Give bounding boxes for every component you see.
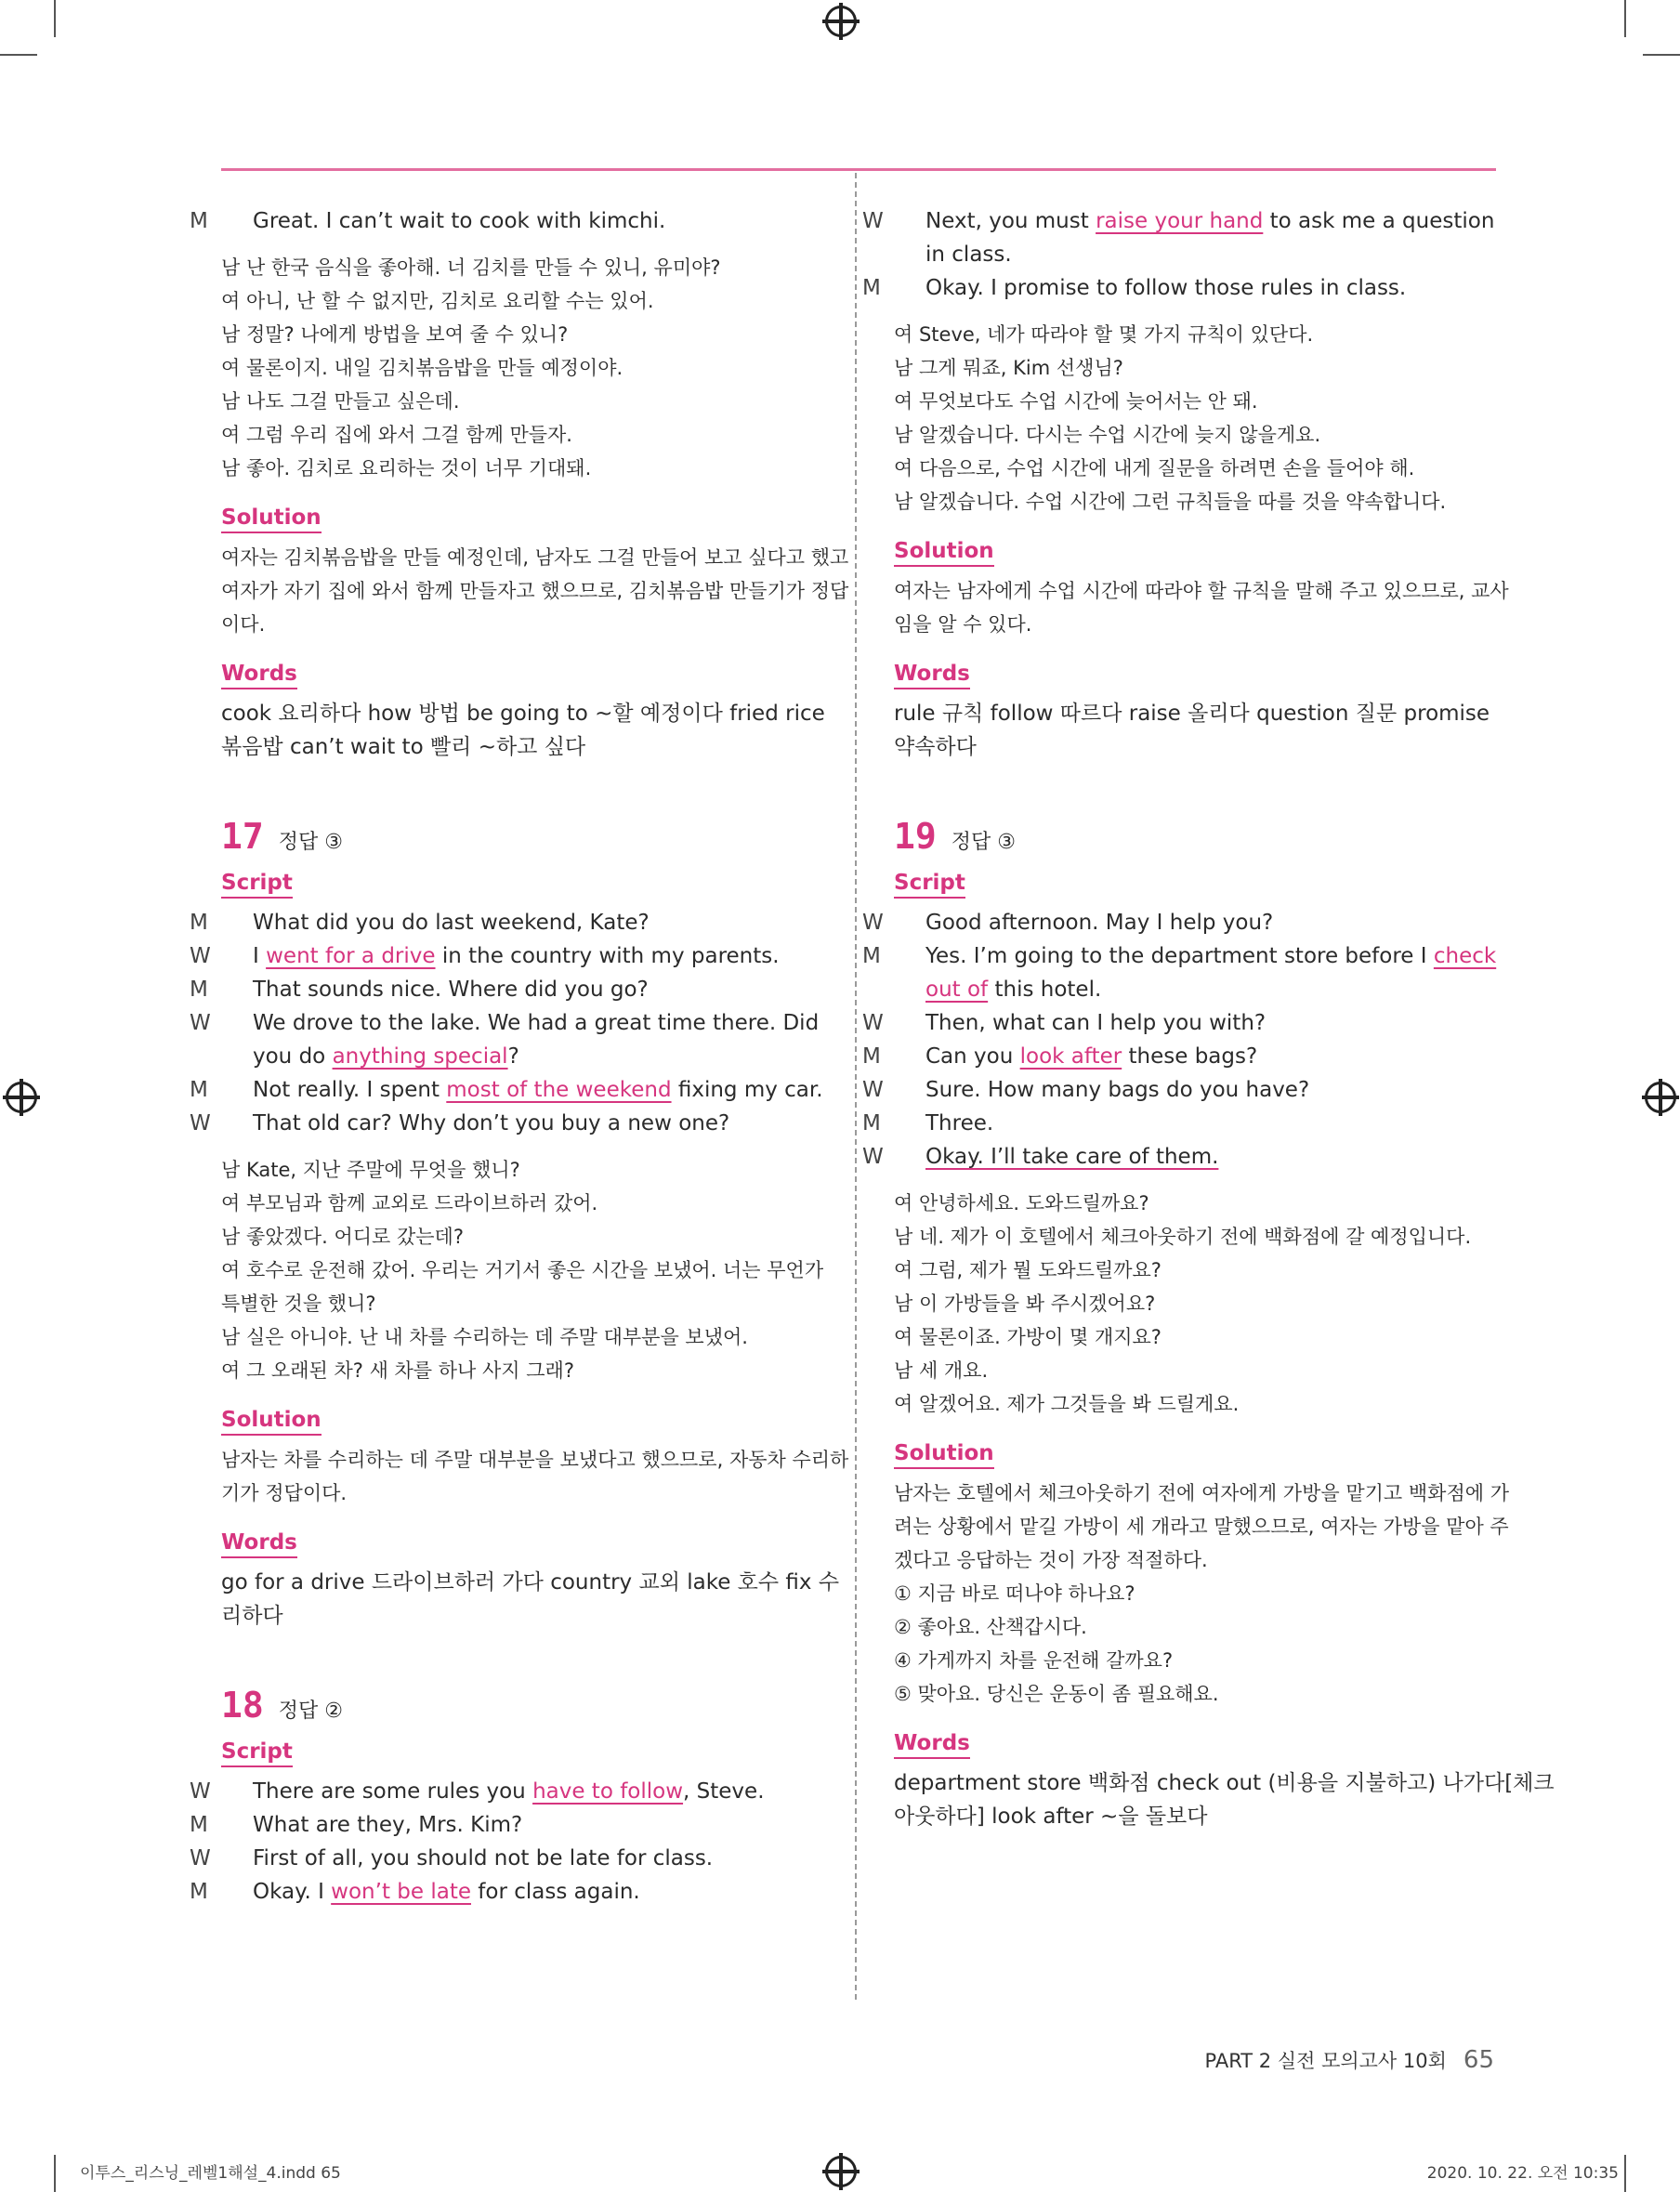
solution-line: 여자가 자기 집에 와서 함께 만들자고 했으므로, 김치볶음밥 만들기가 정답 <box>221 580 849 602</box>
crop-mark <box>1624 0 1626 37</box>
translation-line: 남 알겠습니다. 다시는 수업 시간에 늦지 않을게요. <box>894 424 1321 446</box>
q19-solution-label: Solution <box>894 1439 994 1469</box>
q16-words <box>221 697 825 764</box>
solution-line: ⑤ 맞아요. 당신은 운동이 좀 필요해요. <box>894 1683 1219 1705</box>
speaker-label: W <box>862 1145 884 1169</box>
script-line <box>862 906 1498 939</box>
key-expression: raise your hand <box>1096 209 1264 233</box>
part-label: PART 2 실전 모의고사 10회 <box>1204 2050 1447 2072</box>
speaker-label: M <box>862 1044 881 1069</box>
translation-line: 남 알겠습니다. 수업 시간에 그런 규칙들을 따를 것을 약속합니다. <box>894 491 1447 513</box>
script-text: this hotel. <box>988 978 1102 1002</box>
crop-mark <box>1624 2155 1626 2192</box>
key-expression: went for a drive <box>266 944 436 968</box>
words-line: 약속하다 <box>894 735 977 759</box>
translation-line: 여 그 오래된 차? 새 차를 하나 사지 그래? <box>221 1359 574 1382</box>
q18-solution <box>894 574 1509 641</box>
q17-number: 17 <box>221 816 264 857</box>
script-text: First of all, you should not be late for class. <box>253 1846 714 1870</box>
solution-line: 겠다고 응답하는 것이 가장 적절하다. <box>894 1549 1208 1571</box>
script-line <box>190 204 825 238</box>
speaker-label: W <box>862 209 884 233</box>
page-number: 65 <box>1463 2046 1494 2074</box>
solution-line: 임을 알 수 있다. <box>894 613 1032 636</box>
translation-line: 남 그게 뭐죠, Kim 선생님? <box>894 357 1123 379</box>
q19-script-label: Script <box>894 869 965 899</box>
crop-mark <box>1643 54 1680 56</box>
header-rule <box>221 168 1496 171</box>
script-text: Great. I can’t wait to cook with kimchi. <box>253 209 666 233</box>
translation-line: 여 호수로 운전해 갔어. 우리는 거기서 좋은 시간을 보냈어. 너는 무언가 <box>221 1259 824 1281</box>
q16-script-tail <box>190 204 825 238</box>
registration-mark-icon <box>825 2156 857 2187</box>
solution-line: 기가 정답이다. <box>221 1482 348 1504</box>
script-line <box>862 1073 1498 1107</box>
translation-line: 여 아니, 난 할 수 없지만, 김치로 요리할 수는 있어. <box>221 290 654 312</box>
translation-line: 남 Kate, 지난 주말에 무엇을 했니? <box>221 1159 520 1181</box>
q18-number: 18 <box>221 1685 264 1726</box>
script-line <box>862 1040 1498 1073</box>
script-line <box>862 939 1498 1006</box>
script-line <box>862 1107 1498 1140</box>
script-text: Good afternoon. May I help you? <box>925 911 1274 935</box>
q17-solution <box>221 1443 849 1510</box>
registration-mark-icon <box>6 1082 37 1113</box>
solution-line: ④ 가게까지 차를 운전해 갈까요? <box>894 1649 1174 1672</box>
script-text: these bags? <box>1122 1044 1258 1069</box>
translation-line: 남 좋아. 김치로 요리하는 것이 너무 기대돼. <box>221 457 592 479</box>
script-line <box>190 1107 825 1140</box>
translation-line: 여 그럼, 제가 뭘 도와드릴까요? <box>894 1259 1162 1281</box>
right-column <box>862 204 1555 1833</box>
words-line: rule 규칙 follow 따르다 raise 올리다 question 질문 promise <box>894 702 1490 726</box>
speaker-label: W <box>190 1846 211 1870</box>
speaker-label: W <box>862 911 884 935</box>
script-text: Then, what can I help you with? <box>925 1011 1267 1035</box>
q18-script-label: Script <box>221 1738 293 1767</box>
speaker-label: W <box>862 1078 884 1102</box>
speaker-label: M <box>190 1880 208 1904</box>
q16-solution-label: Solution <box>221 504 322 533</box>
script-line <box>190 906 825 939</box>
script-text: Three. <box>925 1111 994 1135</box>
solution-line: 여자는 남자에게 수업 시간에 따라야 할 규칙을 말해 주고 있으므로, 교사 <box>894 580 1509 602</box>
translation-line: 남 실은 아니야. 난 내 차를 수리하는 데 주말 대부분을 보냈어. <box>221 1326 748 1348</box>
script-text: Okay. I promise to follow those rules in class. <box>925 276 1407 300</box>
script-text: fixing my car. <box>671 1078 823 1102</box>
column-divider <box>855 173 857 2000</box>
words-line: 아웃하다] look after ~을 돌보다 <box>894 1805 1208 1829</box>
key-expression: check out of <box>925 944 1497 1002</box>
script-text: That old car? Why don’t you buy a new one? <box>253 1111 730 1135</box>
script-line <box>862 271 1498 305</box>
words-line: department store 백화점 check out (비용을 지불하고) 나가다[체크 <box>894 1771 1555 1795</box>
script-text: I <box>253 944 267 968</box>
key-expression: most of the weekend <box>446 1078 672 1102</box>
words-line: 볶음밥 can’t wait to 빨리 ~하고 싶다 <box>221 735 586 759</box>
q17-header <box>221 816 825 860</box>
q17-answer: 정답 ③ <box>278 831 343 854</box>
speaker-label: M <box>190 1078 208 1102</box>
words-line: go for a drive 드라이브하러 가다 country 교외 lake 호수 fix 수 <box>221 1570 840 1595</box>
translation-line: 여 물론이지. 내일 김치볶음밥을 만들 예정이야. <box>221 357 623 379</box>
answer-expression: Okay. I’ll take care of them. <box>925 1145 1219 1169</box>
q18-script <box>190 1775 825 1909</box>
slug-right: 2020. 10. 22. 오전 10:35 <box>1426 2164 1619 2183</box>
q17-solution-label: Solution <box>221 1406 322 1436</box>
speaker-label: W <box>190 1011 211 1035</box>
script-line <box>190 1875 825 1909</box>
translation-line: 남 나도 그걸 만들고 싶은데. <box>221 390 460 413</box>
solution-line: ② 좋아요. 산책갑시다. <box>894 1616 1087 1638</box>
script-line <box>190 973 825 1006</box>
script-text: We drove to the lake. We had a great time there. Did you do <box>253 1011 820 1069</box>
script-text: in the country with my parents. <box>435 944 780 968</box>
translation-line: 남 좋았겠다. 어디로 갔는데? <box>221 1226 464 1248</box>
script-text: to ask me a question in class. <box>925 209 1495 267</box>
script-text: Next, you must <box>925 209 1096 233</box>
translation-line: 남 세 개요. <box>894 1359 989 1382</box>
speaker-label: W <box>190 1111 211 1135</box>
script-line <box>190 1842 825 1875</box>
q16-translation <box>221 251 825 485</box>
script-line <box>190 1808 825 1842</box>
translation-line: 남 네. 제가 이 호텔에서 체크아웃하기 전에 백화점에 갈 예정입니다. <box>894 1226 1472 1248</box>
solution-line: 남자는 호텔에서 체크아웃하기 전에 여자에게 가방을 맡기고 백화점에 가 <box>894 1482 1509 1504</box>
q16-solution <box>221 541 849 641</box>
page-footer <box>1205 2046 1494 2074</box>
translation-line: 여 다음으로, 수업 시간에 내게 질문을 하려면 손을 들어야 해. <box>894 457 1415 479</box>
left-column <box>190 204 849 1909</box>
q18-translation <box>894 318 1498 518</box>
key-expression: won’t be late <box>331 1880 471 1904</box>
q16-words-label: Words <box>221 660 297 689</box>
script-line <box>862 204 1498 271</box>
speaker-label: M <box>862 1111 881 1135</box>
script-text: ? <box>507 1044 519 1069</box>
speaker-label: W <box>190 944 211 968</box>
script-text: Sure. How many bags do you have? <box>925 1078 1310 1102</box>
script-text: Can you <box>925 1044 1020 1069</box>
solution-line: 남자는 차를 수리하는 데 주말 대부분을 보냈다고 했으므로, 자동차 수리하 <box>221 1449 849 1471</box>
script-text: There are some rules you <box>253 1779 533 1804</box>
q17-words <box>221 1566 840 1633</box>
script-text: Okay. I <box>253 1880 332 1904</box>
key-expression: anything special <box>332 1044 508 1069</box>
speaker-label: M <box>190 1813 208 1837</box>
q19-header <box>894 816 1498 860</box>
solution-line: 려는 상황에서 맡길 가방이 세 개라고 말했으므로, 여자는 가방을 맡아 주 <box>894 1516 1509 1538</box>
script-line <box>862 1140 1498 1174</box>
q17-script <box>190 906 825 1140</box>
translation-line: 남 이 가방들을 봐 주시겠어요? <box>894 1293 1156 1315</box>
speaker-label: M <box>862 944 881 968</box>
crop-mark <box>0 54 37 56</box>
translation-line: 여 물론이죠. 가방이 몇 개지요? <box>894 1326 1162 1348</box>
q18-answer: 정답 ② <box>278 1700 343 1723</box>
q19-script <box>862 906 1498 1174</box>
translation-line: 여 부모님과 함께 교외로 드라이브하러 갔어. <box>221 1192 598 1214</box>
registration-mark-icon <box>1645 1082 1676 1113</box>
q19-words <box>894 1766 1555 1833</box>
translation-line: 여 안녕하세요. 도와드릴까요? <box>894 1192 1149 1214</box>
q19-words-label: Words <box>894 1729 970 1759</box>
crop-mark <box>54 0 56 37</box>
script-text: What did you do last weekend, Kate? <box>253 911 650 935</box>
script-line <box>862 1006 1498 1040</box>
solution-line: ① 지금 바로 떠나야 하나요? <box>894 1582 1135 1605</box>
speaker-label: M <box>190 209 208 233</box>
translation-line: 여 Steve, 네가 따라야 할 몇 가지 규칙이 있단다. <box>894 323 1314 346</box>
script-line <box>190 1775 825 1808</box>
q19-answer: 정답 ③ <box>951 831 1016 854</box>
solution-line: 여자는 김치볶음밥을 만들 예정인데, 남자도 그걸 만들어 보고 싶다고 했고 <box>221 546 849 569</box>
q17-words-label: Words <box>221 1529 297 1558</box>
q18-script-tail <box>862 204 1498 305</box>
q18-words <box>894 697 1498 764</box>
q18-solution-label: Solution <box>894 537 994 567</box>
speaker-label: M <box>862 276 881 300</box>
script-text: Yes. I’m going to the department store before I <box>925 944 1434 968</box>
q19-number: 19 <box>894 816 937 857</box>
script-text: Not really. I spent <box>253 1078 447 1102</box>
q19-solution <box>894 1477 1509 1711</box>
script-line <box>190 1006 825 1073</box>
speaker-label: M <box>190 978 208 1002</box>
q18-words-label: Words <box>894 660 970 689</box>
q19-translation <box>894 1187 1498 1421</box>
speaker-label: W <box>190 1779 211 1804</box>
translation-line: 특별한 것을 했니? <box>221 1293 376 1315</box>
key-expression: look after <box>1019 1044 1122 1069</box>
q17-script-label: Script <box>221 869 293 899</box>
translation-line: 여 무엇보다도 수업 시간에 늦어서는 안 돼. <box>894 390 1258 413</box>
words-line: cook 요리하다 how 방법 be going to ~할 예정이다 fried rice <box>221 702 825 726</box>
script-text: What are they, Mrs. Kim? <box>253 1813 523 1837</box>
translation-line: 여 알겠어요. 제가 그것들을 봐 드릴게요. <box>894 1393 1240 1415</box>
script-text: That sounds nice. Where did you go? <box>253 978 649 1002</box>
script-text: , Steve. <box>683 1779 765 1804</box>
script-line <box>190 1073 825 1107</box>
q17-translation <box>221 1153 825 1387</box>
speaker-label: M <box>190 911 208 935</box>
key-expression: have to follow <box>532 1779 684 1804</box>
translation-line: 남 난 한국 음식을 좋아해. 너 김치를 만들 수 있니, 유미야? <box>221 256 721 279</box>
translation-line: 여 그럼 우리 집에 와서 그걸 함께 만들자. <box>221 424 572 446</box>
speaker-label: W <box>862 1011 884 1035</box>
registration-mark-icon <box>825 6 857 37</box>
script-text: for class again. <box>471 1880 640 1904</box>
slug-left: 이투스_리스닝_레벨1해설_4.indd 65 <box>80 2164 341 2183</box>
script-line <box>190 939 825 973</box>
q18-header <box>221 1685 825 1728</box>
translation-line: 남 정말? 나에게 방법을 보여 줄 수 있니? <box>221 323 569 346</box>
solution-line: 이다. <box>221 613 266 636</box>
words-line: 리하다 <box>221 1604 283 1628</box>
crop-mark <box>54 2155 56 2192</box>
